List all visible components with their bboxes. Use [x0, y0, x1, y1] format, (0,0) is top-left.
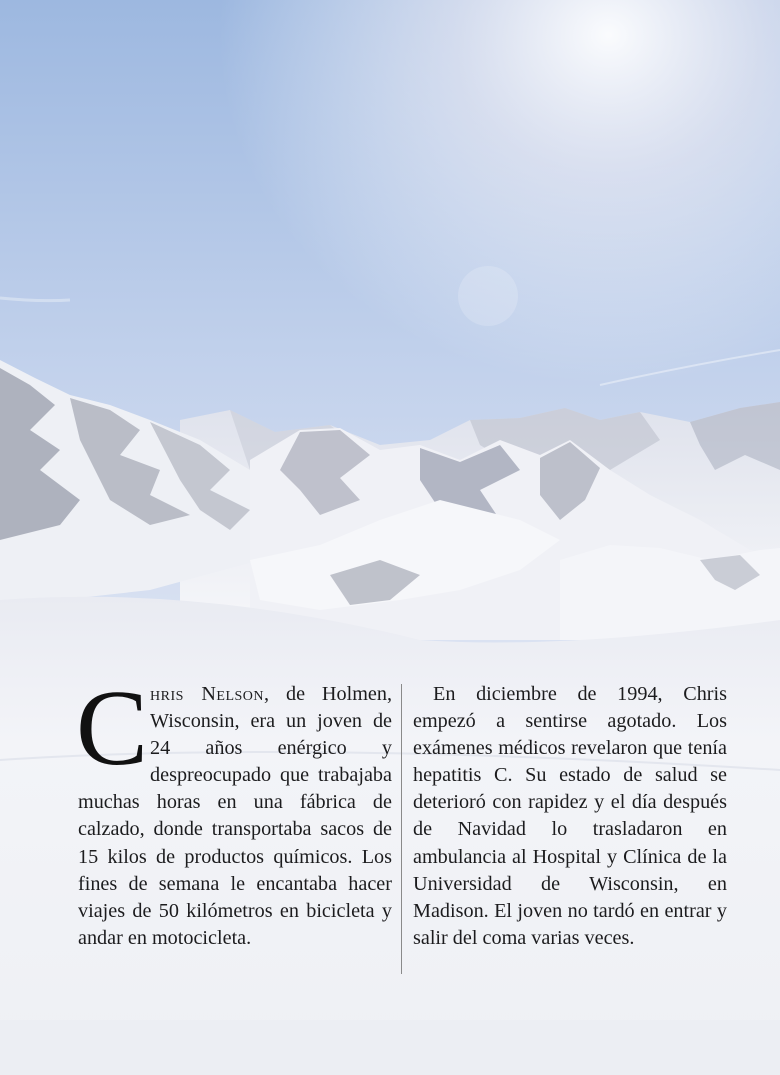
drop-cap: C — [76, 669, 149, 788]
lead-name: hris Nelson — [150, 683, 265, 705]
paragraph-left-text: , de Holmen, Wisconsin, era un joven de 24 años enérgico y despreocupado que trabajaba muchas horas en una fábrica de calzado, donde transportaba sacos de 15 kilos de productos químicos. Los fines de semana le encantaba hacer viajes de 50 kilómetros en bicicleta y andar en motocicleta. — [78, 683, 392, 949]
paragraph-right: En diciembre de 1994, Chris empezó a sentirse agotado. Los exámenes médicos revelaron que tenía hepatitis C. Su estado de salud se deterioró con rapidez y el día después de Navidad lo trasladaron en ambulancia al Hospital y Clínica de la Universidad de Wisconsin, en Madison. El joven no tardó en entrar y salir del coma varias veces. — [413, 683, 727, 949]
article-column-right — [413, 681, 727, 952]
paragraph-left — [76, 669, 392, 952]
article-column-left — [76, 669, 392, 952]
column-divider — [401, 684, 402, 974]
